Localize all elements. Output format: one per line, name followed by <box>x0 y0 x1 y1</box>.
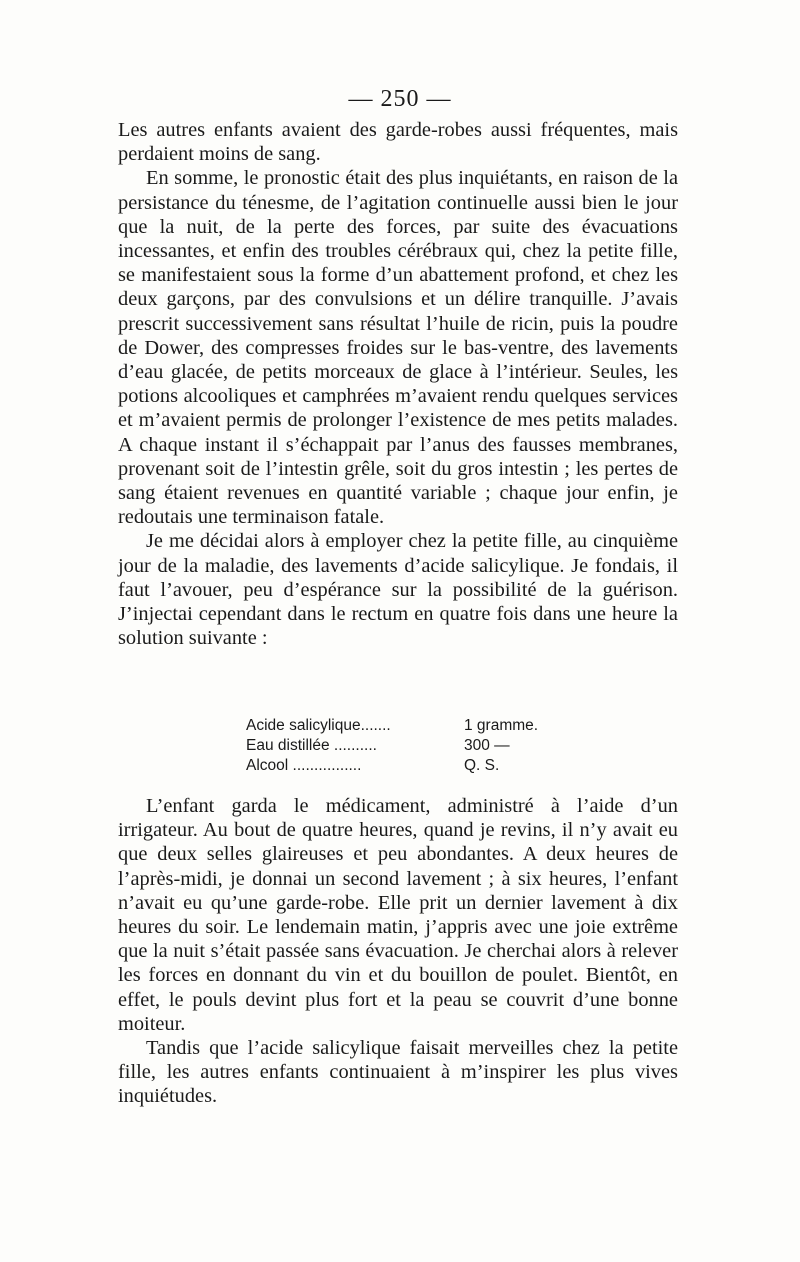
ingredient-name: Acide salicylique....... <box>246 717 391 734</box>
ingredient-quantity: 300 — <box>464 737 510 754</box>
prescription-row <box>246 736 566 756</box>
paragraph: En somme, le pronostic était des plus inquiétants, en raison de la persistance du ténesme, de l’agitation continuelle aussi bien le jour que la nuit, de la perte des forces, par suite des évacuations incessantes, et enfin des troubles cérébraux qui, chez la petite fille, se manifestaient sous la forme d’un abattement profond, et chez les deux garçons, par des convulsions et un délire tranquille. J’avais prescrit successivement sans résultat l’huile de ricin, puis la poudre de Dower, des compresses froides sur le bas-ventre, des lavements d’eau glacée, de petits morceaux de glace à l’intérieur. Seules, les potions alcooliques et camphrées m’avaient rendu quelques services et m’avaient permis de prolonger l’existence de mes petits malades. A chaque instant il s’échappait par l’anus des fausses membranes, provenant soit de l’intestin grêle, soit du gros intestin ; les pertes de sang étaient revenues en quantité variable ; chaque jour enfin, je redoutais une terminaison fatale. <box>118 167 678 529</box>
ingredient-name: Alcool ................ <box>246 757 362 774</box>
main-text-bottom <box>118 794 678 1109</box>
ingredient-quantity: 1 gramme. <box>464 717 539 734</box>
prescription-row <box>246 716 566 736</box>
prescription-table <box>246 716 566 776</box>
paragraph: Tandis que l’acide salicylique faisait merveilles chez la petite fille, les autres enfants continuaient à m’inspirer les plus vives inquiétudes. <box>118 1037 678 1108</box>
main-text-top <box>118 118 678 650</box>
page-number: — 250 — <box>348 86 452 112</box>
ingredient-name: Eau distillée .......... <box>246 737 377 754</box>
paragraph: L’enfant garda le médicament, administré à l’aide d’un irrigateur. Au bout de quatre heures, quand je revins, il n’y avait eu que deux selles glaireuses et peu abondantes. A deux heures de l’après-midi, je donnai un second lavement ; à six heures, l’enfant n’avait eu qu’une garde-robe. Elle prit un dernier lavement à dix heures du soir. Le lendemain matin, j’appris avec une joie extrême que la nuit s’était passée sans évacuation. Je cherchai alors à relever les forces en donnant du vin et du bouillon de poulet. Bientôt, en effet, le pouls devint plus fort et la peau se couvrit d’une bonne moiteur. <box>118 795 678 1035</box>
paragraph: Les autres enfants avaient des garde-robes aussi fréquentes, mais perdaient moins de sang. <box>118 119 678 166</box>
ingredient-quantity: Q. S. <box>464 757 500 774</box>
paragraph: Je me décidai alors à employer chez la petite fille, au cinquième jour de la maladie, des lavements d’acide salicylique. Je fondais, il faut l’avouer, peu d’espérance sur la possibilité de la guérison. J’injectai cependant dans le rectum en quatre fois dans une heure la solution suivante : <box>118 530 678 650</box>
prescription-row <box>246 756 566 776</box>
